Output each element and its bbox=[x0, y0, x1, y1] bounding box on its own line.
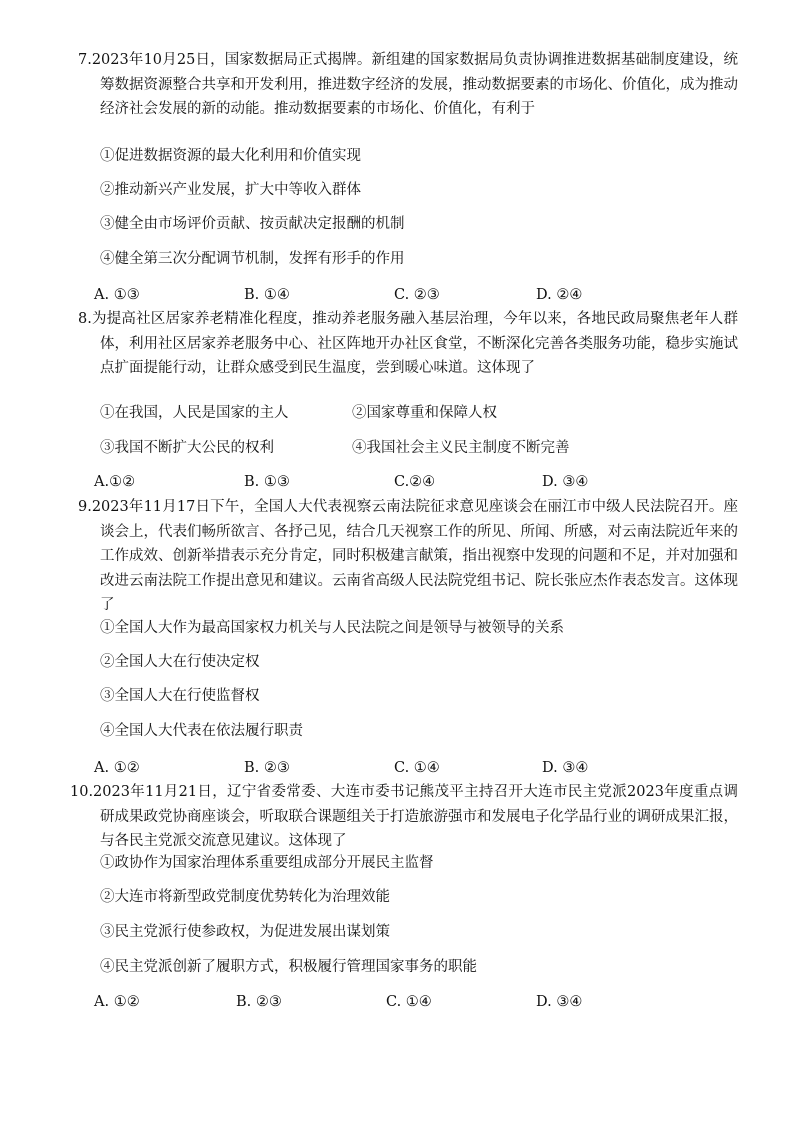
q9-option-b[interactable]: B. ②③ bbox=[244, 760, 290, 776]
question-8-stem: 8.为提高社区居家养老精准化程度，推动养老服务融入基层治理，今年以来，各地民政局聚焦老年人群体，利用社区居家养老服务中心、社区阵地开办社区食堂，不断深化完善各类服务功能，稳步实施试点扩面提能行动，让群众感受到民生温度，尝到暖心味道。这体现了 bbox=[78, 311, 738, 376]
q7-statement-2: ②推动新兴产业发展，扩大中等收入群体 bbox=[100, 182, 361, 198]
q7-option-b[interactable]: B. ①④ bbox=[244, 287, 290, 303]
q10-option-c[interactable]: C. ①④ bbox=[386, 994, 432, 1010]
question-9-stem: 9.2023年11月17日下午，全国人大代表视察云南法院征求意见座谈会在丽江市中级人民法院召开。座谈会上，代表们畅所欲言、各抒己见，结合几天视察工作的所见、所闻、所感，对云南法院近年来的工作成效、创新举措表示充分肯定，同时积极建言献策，指出视察中发现的问题和不足，并对加强和改进云南法院工作提出意见和建议。云南省高级人民法院党组书记、院长张应杰作表态发言。这体现了 bbox=[78, 499, 738, 613]
q9-statement-1: ①全国人大作为最高国家权力机关与人民法院之间是领导与被领导的关系 bbox=[100, 620, 564, 636]
q7-statement-3: ③健全由市场评价贡献、按贡献决定报酬的机制 bbox=[100, 216, 405, 232]
q7-option-d[interactable]: D. ②④ bbox=[536, 287, 583, 303]
question-9 bbox=[78, 495, 738, 618]
q9-option-d[interactable]: D. ③④ bbox=[542, 760, 589, 776]
q8-option-b[interactable]: B. ①③ bbox=[244, 474, 290, 490]
q8-statement-3: ③我国不断扩大公民的权利 bbox=[100, 440, 274, 456]
q7-option-c[interactable]: C. ②③ bbox=[394, 287, 440, 303]
question-10-stem: 10.2023年11月21日，辽宁省委常委、大连市委书记熊茂平主持召开大连市民主党派2023年度重点调研成果政党协商座谈会，听取联合课题组关于打造旅游强市和发展电子化学品行业的调研成果汇报，与各民主党派交流意见建议。这体现了 bbox=[70, 784, 738, 849]
q9-option-a[interactable]: A. ①② bbox=[94, 760, 140, 776]
q10-statement-2: ②大连市将新型政党制度优势转化为治理效能 bbox=[100, 889, 390, 905]
q7-statement-1: ①促进数据资源的最大化利用和价值实现 bbox=[100, 148, 361, 164]
q9-option-c[interactable]: C. ①④ bbox=[394, 760, 440, 776]
q8-statement-2: ②国家尊重和保障人权 bbox=[352, 405, 497, 421]
q8-option-c[interactable]: C.②④ bbox=[394, 474, 436, 490]
q7-option-a[interactable]: A. ①③ bbox=[94, 287, 140, 303]
q10-option-b[interactable]: B. ②③ bbox=[236, 994, 282, 1010]
q10-option-d[interactable]: D. ③④ bbox=[536, 994, 583, 1010]
question-7-stem: 7.2023年10月25日，国家数据局正式揭牌。新组建的国家数据局负责协调推进数据基础制度建设，统筹数据资源整合共享和开发利用，推进数字经济的发展，推动数据要素的市场化、价值化，成为推动经济社会发展的新的动能。推动数据要素的市场化、价值化，有利于 bbox=[78, 52, 738, 117]
q8-statement-1: ①在我国，人民是国家的主人 bbox=[100, 405, 289, 421]
q7-statement-4: ④健全第三次分配调节机制，发挥有形手的作用 bbox=[100, 251, 405, 267]
question-10 bbox=[70, 780, 738, 854]
q9-statement-2: ②全国人大在行使决定权 bbox=[100, 654, 260, 670]
q8-option-a[interactable]: A.①② bbox=[94, 474, 136, 490]
q8-option-d[interactable]: D. ③④ bbox=[542, 474, 589, 490]
question-7 bbox=[78, 48, 738, 122]
q10-option-a[interactable]: A. ①② bbox=[94, 994, 140, 1010]
q9-statement-3: ③全国人大在行使监督权 bbox=[100, 688, 260, 704]
q8-statement-4: ④我国社会主义民主制度不断完善 bbox=[352, 440, 570, 456]
q10-statement-3: ③民主党派行使参政权，为促进发展出谋划策 bbox=[100, 924, 390, 940]
q10-statement-1: ①政协作为国家治理体系重要组成部分开展民主监督 bbox=[100, 855, 434, 871]
question-8 bbox=[78, 307, 738, 381]
q10-statement-4: ④民主党派创新了履职方式，积极履行管理国家事务的职能 bbox=[100, 959, 477, 975]
q9-statement-4: ④全国人大代表在依法履行职责 bbox=[100, 723, 303, 739]
